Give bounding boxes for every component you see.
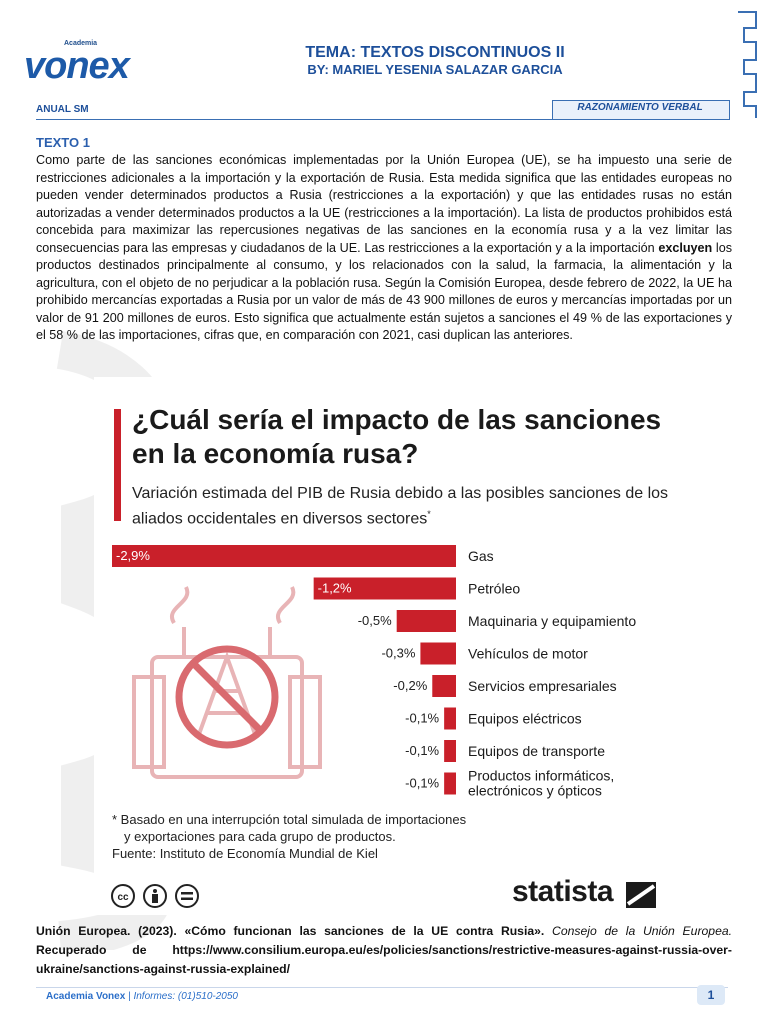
license-icons <box>110 883 220 909</box>
logo-main-text: vonex <box>24 45 129 87</box>
value-label-7: -0,1% <box>405 775 440 791</box>
value-label-5: -0,1% <box>405 710 440 726</box>
course-label: ANUAL SM <box>36 104 89 115</box>
footer-divider <box>36 987 728 988</box>
bar-2 <box>397 610 456 632</box>
category-label-3: Vehículos de motor <box>468 645 588 662</box>
attribution-icon <box>144 885 166 907</box>
citation-part1: Unión Europea. (2023). «Cómo funcionan las sanciones de la UE contra Rusia». <box>36 924 545 938</box>
bar-7 <box>444 773 456 795</box>
citation <box>36 922 732 979</box>
category-label-2: Maquinaria y equipamiento <box>468 613 637 629</box>
category-label-4: Servicios empresariales <box>468 678 617 694</box>
cc-icon <box>112 885 134 907</box>
citation-journal: Consejo de la Unión Europea. <box>552 924 733 938</box>
category-label-6: Equipos de transporte <box>468 743 605 759</box>
category-label-5: Equipos eléctricos <box>468 710 582 727</box>
infographic-title: ¿Cuál sería el impacto de las sanciones en la economía rusa? <box>132 404 662 469</box>
bar-4 <box>432 675 456 697</box>
sanctioned-factory-icon <box>134 587 320 777</box>
logo-small-text: Academia <box>64 40 98 47</box>
value-label-0: -2,9% <box>116 548 150 563</box>
value-label-3: -0,3% <box>381 645 416 661</box>
category-label-0: Gas <box>468 548 494 564</box>
text-body <box>36 152 732 345</box>
source-line: Fuente: Instituto de Economía Mundial de Kiel <box>112 846 378 861</box>
bar-3 <box>420 643 456 665</box>
text-body-bold-word: excluyen <box>658 240 713 255</box>
infographic-subtitle <box>132 483 672 529</box>
value-label-2: -0,5% <box>357 613 392 628</box>
footer-brand: Academia Vonex <box>46 991 126 1002</box>
bracket-decoration <box>730 10 760 120</box>
bar-5 <box>444 708 456 730</box>
text-body-part1: Como parte de las sanciones económicas implementadas por la Unión Europea (UE), se ha impuesto una serie de restricciones adicionales a la importación y la exportación de Rusia. Esta medida significa que las entidades europeas no pueden vender determinados productos a Rusia (restricciones a la exportación) y que las entidades rusas no están autorizadas a vender determinados productos a la UE (restricciones a la importación). La lista de productos prohibidos está concebida para maximizar las repercusiones negativas de las sanciones en la economía rusa y a la vez limitar las consecuencias para las empresas y ciudadanos de la UE. Las restricciones a la exportación y a la importación <box>36 153 732 255</box>
text-heading: TEXTO 1 <box>36 135 90 150</box>
header-divider <box>36 119 728 120</box>
svg-text:cc: cc <box>117 892 129 903</box>
subtitle-asterisk: * <box>427 509 431 519</box>
text-body-part2: los productos destinados principalmente al consumo, y los relacionados con la salud, la farmacia, la alimentación y la agricultura, con el objeto de no perjudicar a la población rusa. Según la Comisión Europea, desde febrero de 2022, la UE ha prohibido mercancías exportadas a Rusia por un valor de más de 43 900 millones de euros y mercancías importadas por un valor de 91 200 millones de euros. Esto significa que actualmente están sujetos a sanciones el 49 % de las exportaciones y el 58 % de las importaciones, cifras que, en comparación con 2021, casi duplican las anteriores. <box>36 240 732 342</box>
footer-separator: | <box>125 991 134 1002</box>
page-number: 1 <box>697 985 725 1005</box>
infographic <box>94 377 672 915</box>
value-label-4: -0,2% <box>393 678 428 693</box>
infographic-footnote <box>112 811 592 862</box>
footnote-line-2: y exportaciones para cada grupo de productos. <box>124 829 396 844</box>
category-label-7: Productos informáticos, electrónicos y ópticos <box>468 767 615 799</box>
bar-6 <box>444 740 456 762</box>
category-label-1: Petróleo <box>468 580 521 597</box>
subtitle-text: Variación estimada del PIB de Rusia debido a las posibles sanciones de los aliados occidentales en diversos sectores <box>132 485 669 528</box>
bar-0 <box>112 545 456 567</box>
academia-vonex-logo <box>24 40 149 88</box>
topic-title: TEMA: TEXTOS DISCONTINUOS II <box>305 44 565 61</box>
area-label: RAZONAMIENTO VERBAL <box>577 102 703 113</box>
footer <box>46 991 238 1002</box>
bars-layer <box>112 545 636 799</box>
citation-url[interactable]: Recuperado de https://www.consilium.europa.eu/es/policies/sanctions/restrictive-measures-against-russia-over-ukraine/sanctions-against-russia-explained/ <box>36 943 732 976</box>
no-derivatives-icon <box>176 885 198 907</box>
statista-logo-icon <box>626 882 656 908</box>
value-label-6: -0,1% <box>405 743 440 758</box>
footnote-line-1: * Basado en una interrupción total simulada de importaciones <box>112 812 467 827</box>
author-line: BY: MARIEL YESENIA SALAZAR GARCIA <box>307 62 563 77</box>
statista-brand: statista <box>512 875 614 908</box>
gdp-impact-bar-chart <box>94 537 672 807</box>
title-accent-stripe <box>114 409 121 521</box>
footer-info: Informes: (01)510-2050 <box>133 991 238 1002</box>
value-label-1: -1,2% <box>317 580 352 596</box>
